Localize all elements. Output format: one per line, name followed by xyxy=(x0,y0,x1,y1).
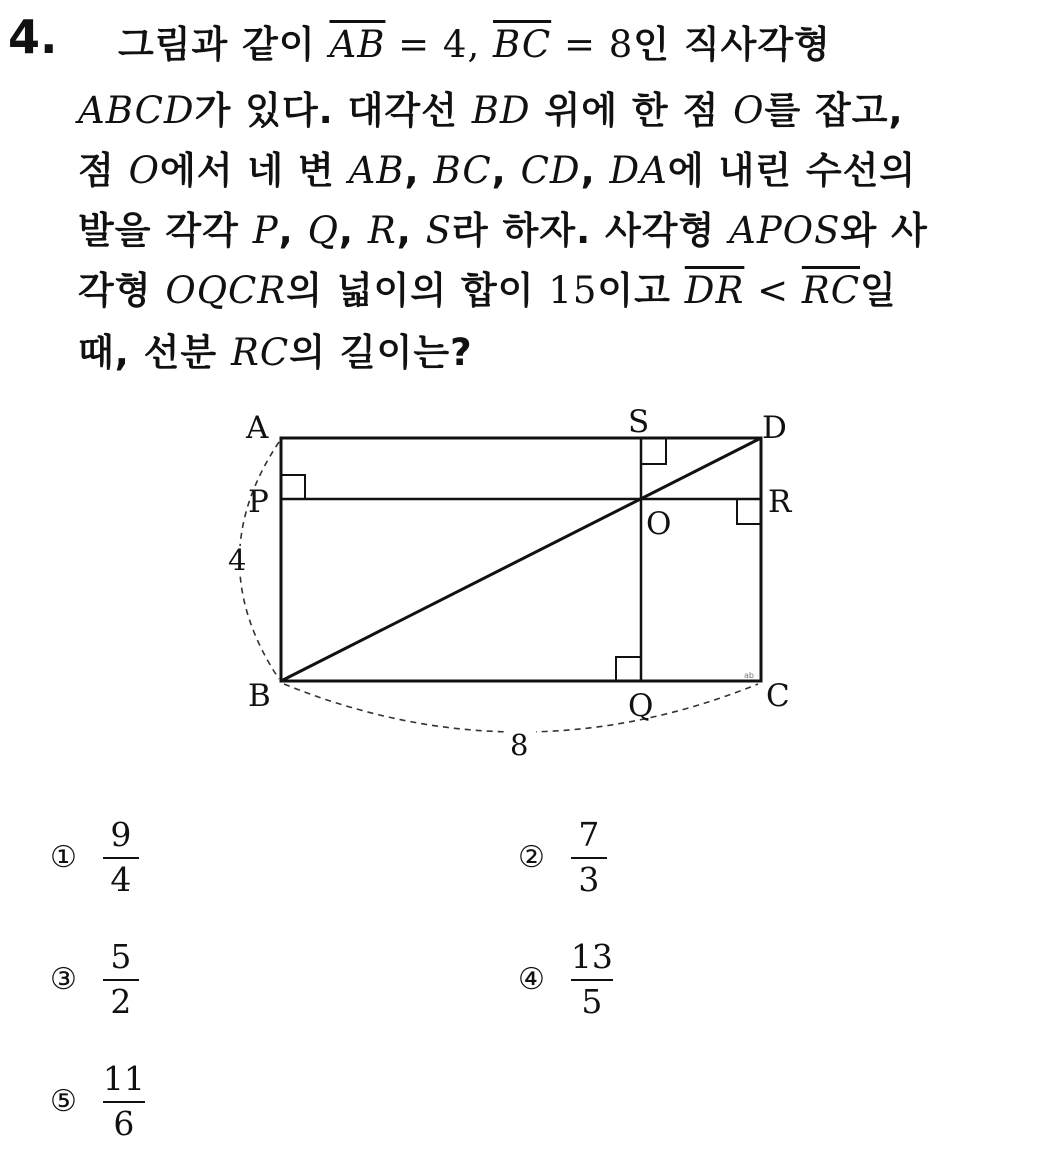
choice-1[interactable] xyxy=(50,815,139,899)
text-run: 각형 xyxy=(78,269,166,312)
right-angle-r xyxy=(737,499,761,524)
side-ab-length: 4 xyxy=(228,543,247,577)
math-term: $\overline{AB}$ xyxy=(329,23,386,66)
math-number: < xyxy=(744,269,802,312)
math-term: RC xyxy=(231,331,290,374)
choice-fraction xyxy=(571,815,607,899)
text-run: 와 사 xyxy=(840,209,928,252)
label-q: Q xyxy=(628,688,654,724)
math-term: APOS xyxy=(729,209,841,252)
choice-number-icon: ⑤ xyxy=(50,1084,77,1120)
side-bc-length: 8 xyxy=(510,728,529,762)
math-term: AB xyxy=(348,149,405,192)
text-run: 를 잡고, xyxy=(764,89,904,132)
fraction-bar xyxy=(103,857,139,859)
fraction-denominator: 4 xyxy=(110,859,132,899)
right-angle-q xyxy=(616,657,641,681)
fraction-denominator: 5 xyxy=(581,981,603,1021)
text-run: 인 직사각형 xyxy=(633,23,831,66)
rectangle-figure xyxy=(200,400,820,780)
text-run: 에 내린 수선의 xyxy=(667,149,917,192)
question-line xyxy=(78,200,928,254)
text-run: 위에 한 점 xyxy=(530,89,734,132)
text-run: 일 xyxy=(860,269,897,312)
question-line xyxy=(78,140,916,194)
math-term: ABCD xyxy=(78,89,195,132)
fraction-numerator: 5 xyxy=(110,937,132,976)
question-line xyxy=(78,322,473,376)
choice-number-icon: ③ xyxy=(50,962,77,998)
question-line xyxy=(78,80,904,134)
label-p: P xyxy=(248,484,269,520)
choice-fraction xyxy=(103,937,139,1021)
label-s: S xyxy=(628,404,650,440)
text-run: 때, 선분 xyxy=(78,331,232,374)
math-term: BC xyxy=(433,149,492,192)
text-run: 라 하자. 사각형 xyxy=(452,209,730,252)
math-number: = 8 xyxy=(551,23,634,66)
text-run: 이고 xyxy=(597,269,685,312)
label-c: C xyxy=(766,678,790,714)
choice-5[interactable] xyxy=(50,1059,145,1143)
fraction-bar xyxy=(103,1101,145,1103)
text-run: , xyxy=(580,149,610,192)
fraction-bar xyxy=(571,979,613,981)
math-term: OQCR xyxy=(165,269,287,312)
math-term: P xyxy=(252,209,279,252)
choice-fraction xyxy=(102,1059,145,1143)
math-term: O xyxy=(733,89,765,132)
math-number: = 4, xyxy=(385,23,493,66)
text-run: 의 길이는? xyxy=(289,331,473,374)
math-term: $\overline{DR}$ xyxy=(684,269,745,312)
choice-3[interactable] xyxy=(50,937,139,1021)
fraction-bar xyxy=(571,857,607,859)
choice-number-icon: ④ xyxy=(518,962,545,998)
watermark: ab xyxy=(744,671,754,680)
text-run: , xyxy=(278,209,308,252)
question-line xyxy=(78,260,897,314)
label-r: R xyxy=(768,484,792,520)
text-run: 가 있다. 대각선 xyxy=(194,89,472,132)
choice-fraction xyxy=(103,815,139,899)
fraction-numerator: 13 xyxy=(570,937,613,976)
math-term: BD xyxy=(471,89,531,132)
math-term: Q xyxy=(307,209,339,252)
question-line xyxy=(118,14,831,68)
fraction-denominator: 3 xyxy=(578,859,600,899)
text-run: , xyxy=(491,149,521,192)
math-term: $\overline{BC}$ xyxy=(493,23,552,66)
fraction-bar xyxy=(103,979,139,981)
text-run: 그림과 같이 xyxy=(118,23,330,66)
label-o: O xyxy=(646,506,672,542)
diagonal-bd xyxy=(281,438,761,681)
right-angle-s xyxy=(641,438,666,464)
text-run: 의 넓이의 합이 xyxy=(286,269,549,312)
label-d: D xyxy=(762,410,787,446)
math-term: DA xyxy=(609,149,668,192)
math-number: 15 xyxy=(548,269,598,312)
text-run: , xyxy=(404,149,434,192)
choice-2[interactable] xyxy=(518,815,607,899)
fraction-denominator: 6 xyxy=(113,1103,135,1143)
question-number: 4. xyxy=(8,10,58,64)
text-run: , xyxy=(338,209,368,252)
fraction-numerator: 7 xyxy=(578,815,600,854)
math-term: R xyxy=(367,209,397,252)
choice-fraction xyxy=(570,937,613,1021)
choice-number-icon: ② xyxy=(518,840,545,876)
math-term: S xyxy=(425,209,453,252)
text-run: 에서 네 변 xyxy=(159,149,349,192)
label-a: A xyxy=(246,410,269,446)
choice-number-icon: ① xyxy=(50,840,77,876)
fraction-numerator: 9 xyxy=(110,815,132,854)
choice-4[interactable] xyxy=(518,937,613,1021)
math-term: O xyxy=(128,149,160,192)
math-term: $\overline{RC}$ xyxy=(801,269,861,312)
fraction-numerator: 11 xyxy=(102,1059,145,1098)
math-term: CD xyxy=(520,149,581,192)
text-run: 발을 각각 xyxy=(78,209,253,252)
fraction-denominator: 2 xyxy=(110,981,132,1021)
label-b: B xyxy=(248,678,271,714)
dimension-arc-bc xyxy=(284,684,758,732)
text-run: , xyxy=(396,209,426,252)
text-run: 점 xyxy=(78,149,129,192)
right-angle-p xyxy=(281,475,305,499)
